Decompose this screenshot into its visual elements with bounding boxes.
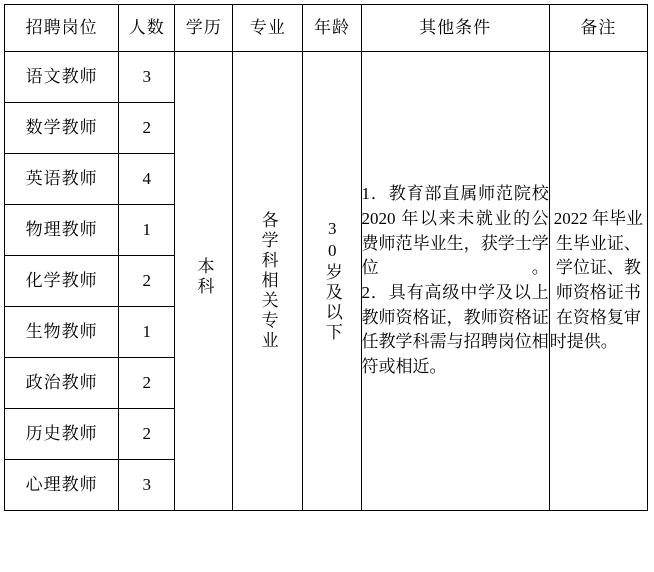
cell-count: 4 xyxy=(119,154,175,205)
cell-post: 语文教师 xyxy=(5,52,119,103)
remark-text: 2022 年毕业生毕业证、学位证、教师资格证书在资格复审时提供。 xyxy=(549,209,644,352)
header-education: 学历 xyxy=(175,5,233,52)
recruitment-table-sheet xyxy=(0,4,654,572)
cell-count: 2 xyxy=(119,409,175,460)
cell-count: 2 xyxy=(119,358,175,409)
cell-count: 3 xyxy=(119,460,175,511)
table-header-row xyxy=(5,5,648,52)
header-age: 年龄 xyxy=(303,5,361,52)
cell-count: 2 xyxy=(119,103,175,154)
cell-count: 2 xyxy=(119,256,175,307)
cell-other-conditions xyxy=(361,52,549,511)
cell-remark xyxy=(549,52,647,511)
other-condition-1: 1．教育部直属师范院校 2020 年以来未就业的公费师范毕业生，获学士学位。 xyxy=(361,184,549,278)
cell-education xyxy=(175,52,233,511)
header-major: 专业 xyxy=(233,5,303,52)
recruitment-table xyxy=(4,4,648,511)
cell-post: 英语教师 xyxy=(5,154,119,205)
age-text: 30岁及以下 xyxy=(322,219,342,343)
table-row xyxy=(5,52,648,103)
cell-major xyxy=(233,52,303,511)
cell-count: 1 xyxy=(119,205,175,256)
education-text: 本科 xyxy=(194,257,214,298)
header-count: 人数 xyxy=(119,5,175,52)
cell-count: 1 xyxy=(119,307,175,358)
cell-post: 数学教师 xyxy=(5,103,119,154)
cell-post: 化学教师 xyxy=(5,256,119,307)
cell-post: 物理教师 xyxy=(5,205,119,256)
cell-age xyxy=(303,52,361,511)
major-text: 各学科相关专业 xyxy=(258,211,278,351)
cell-post: 历史教师 xyxy=(5,409,119,460)
header-post: 招聘岗位 xyxy=(5,5,119,52)
cell-post: 政治教师 xyxy=(5,358,119,409)
header-other-conditions: 其他条件 xyxy=(361,5,549,52)
cell-post: 生物教师 xyxy=(5,307,119,358)
other-condition-2: 2．具有高级中学及以上教师资格证，教师资格证任教学科需与招聘岗位相符或相近。 xyxy=(361,283,549,376)
cell-post: 心理教师 xyxy=(5,460,119,511)
header-remark: 备注 xyxy=(549,5,647,52)
cell-count: 3 xyxy=(119,52,175,103)
